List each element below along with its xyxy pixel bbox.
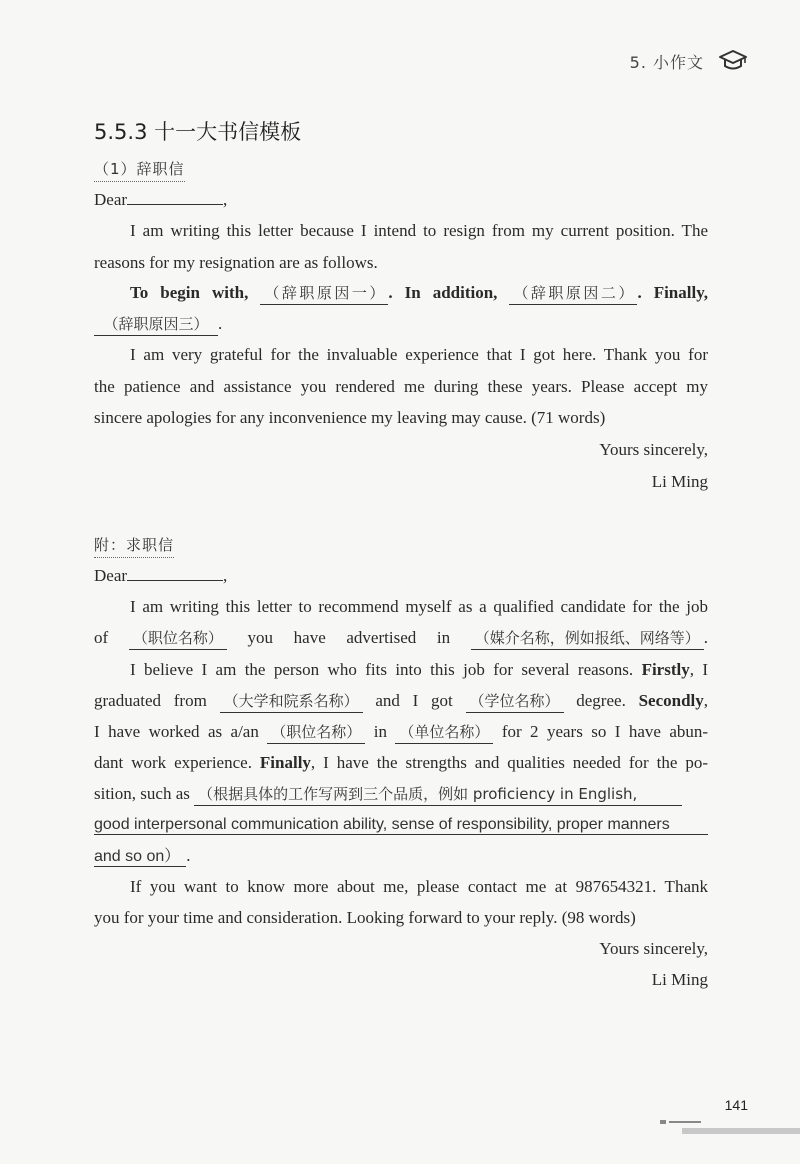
letter2-p3-line2: you for your time and consideration. Looking forward to your reply. (98 words) [94,908,636,927]
chapter-header: 5. 小作文 [629,53,704,72]
letter1-signature: Li Ming [651,472,708,491]
letter2-p2-line2: graduated from （大学和院系名称） and I got （学位名称） degree. Secondly, [94,691,708,713]
letter2-heading: 附：求职信 [94,534,174,558]
letter2-p2-line4: dant work experience. Finally, I have the strengths and qualities needed for the po- [94,753,709,772]
letter1-p1-line2: reasons for my resignation are as follows. [94,253,378,272]
graduation-cap-icon [718,48,748,72]
letter2-p1-line2: of （职位名称） you have advertised in （媒介名称，例如报纸、网络等） . [94,628,708,650]
letter2-p3-line1: If you want to know more about me, please contact me at 987654321. Thank [130,877,708,896]
letter2-p2-line6: good interpersonal communication ability, sense of responsibility, proper manners [94,815,708,835]
letter1-p1-line1: I am writing this letter because I intend to resign from my current position. The [130,221,708,240]
letter2-p2-line1: I believe I am the person who fits into this job for several reasons. Firstly, I [130,660,709,679]
letter1-p2-line1: To begin with, （辞职原因一） . In addition, （辞职原因二） . Finally, [130,283,708,305]
letter1-p2-line2: （辞职原因三） . [94,314,708,336]
page-number: 141 [724,1097,748,1113]
letter2-p2-line3: I have worked as a/an （职位名称） in （单位名称） for 2 years so I have abun- [94,722,708,744]
letter2-p2-line5: sition, such as （根据具体的工作写两到三个品质，例如 proficiency in English, [94,784,708,806]
letter2-signature: Li Ming [651,970,708,989]
letter1-heading: （1）辞职信 [94,158,185,182]
letter2-p1-line1: I am writing this letter to recommend myself as a qualified candidate for the job [130,597,708,616]
letter2-closing: Yours sincerely, [599,939,708,958]
letter1-p3-line1: I am very grateful for the invaluable experience that I got here. Thank you for [130,345,708,364]
footer-decoration [660,1118,800,1134]
section-title: 5.5.3 十一大书信模板 [94,120,302,144]
letter2-salutation: Dear , [94,566,228,585]
letter2-p2-line7: and so on） . [94,846,191,865]
letter1-p3-line2: the patience and assistance you rendered me during these years. Please accept my [94,377,708,396]
letter1-closing: Yours sincerely, [599,440,708,459]
letter1-p3-line3: sincere apologies for any inconvenience my leaving may cause. (71 words) [94,408,606,427]
letter1-salutation: Dear , [94,190,228,209]
